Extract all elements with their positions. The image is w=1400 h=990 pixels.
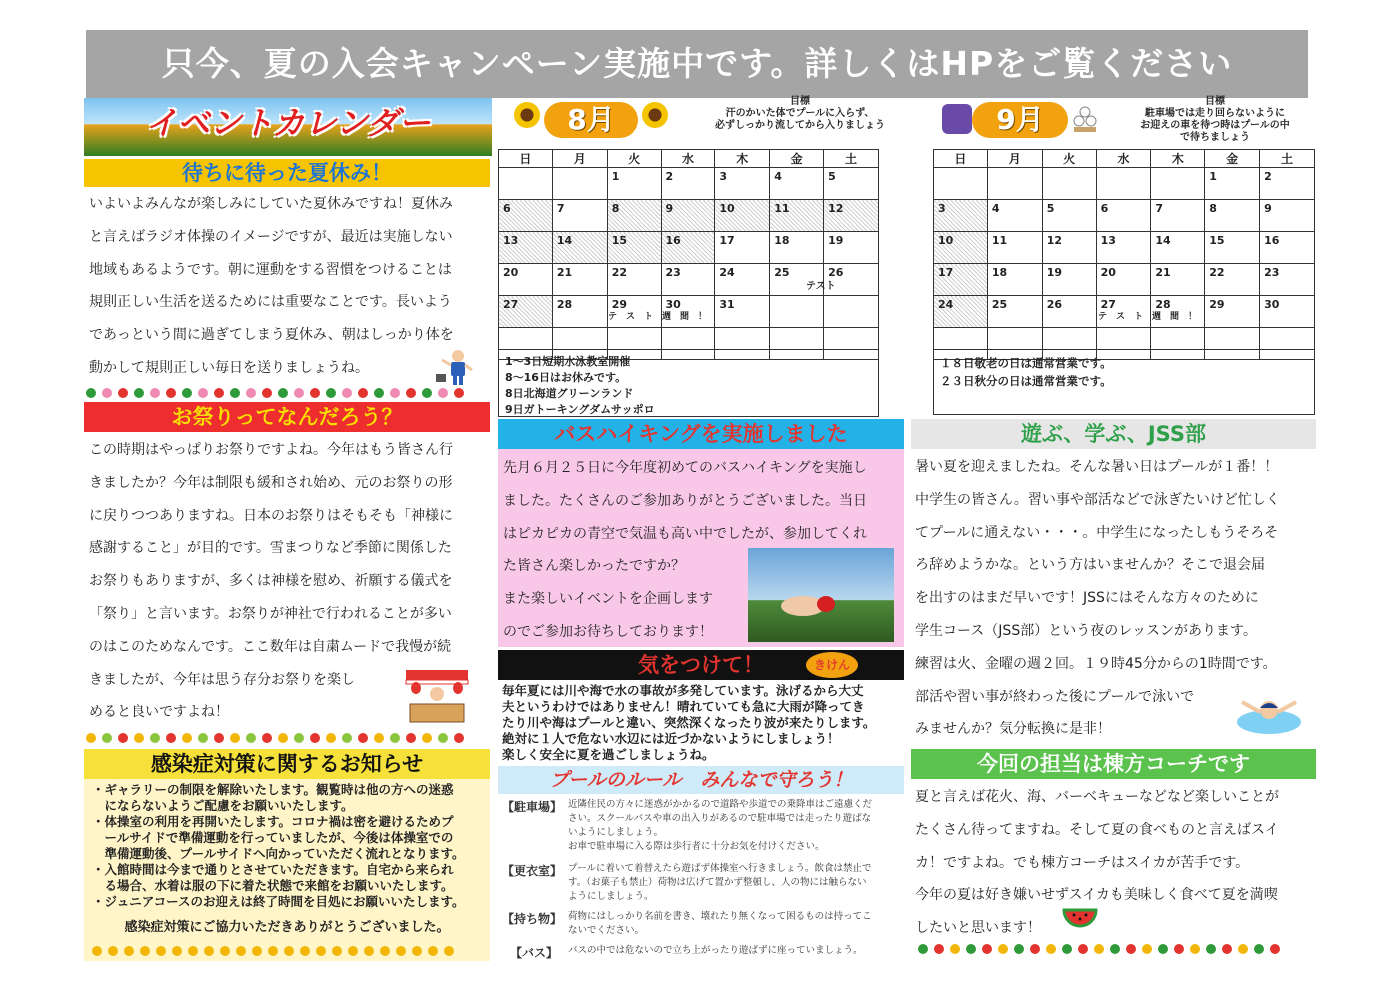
calendar-day: 25 [987,296,1042,328]
september-badge: 9月 [972,102,1068,138]
september-goal-label: 目標 [1205,96,1225,107]
festival-line: お祭りもありますが、多くは神様を慰め、祈願する儀式を [89,573,453,590]
calendar-day: 5 [824,168,879,200]
festival-line: 感謝すること」が目的です。雪まつりなど季節に関係した [89,540,452,557]
event-calendar-title [84,98,492,156]
jss-line: 学生コース（JSS部）という夜のレッスンがあります。 [915,622,1257,639]
weekday-header: 日 [934,150,988,168]
calendar-day [552,168,607,200]
event-calendar-title-text: イベントカレンダー [145,104,431,142]
calendar-day-closed: 10 [934,232,988,264]
bus-line: また楽しいイベントを企画します [503,591,713,608]
calendar-day: 16 [1260,232,1315,264]
calendar-day [987,168,1042,200]
august-badge: 8月 [544,102,638,138]
infection-body [92,782,488,910]
august-goal-line: 汗のかいた体でプールに入らず、 [725,108,875,119]
rule-line: す。（お菓子も禁止）荷物は広げて置かず整頓し、人の物には触らない [568,877,867,888]
weekday-header: 木 [1151,150,1205,168]
calendar-day: 30 [1260,296,1315,328]
festival-line: この時期はやっぱりお祭りですよね。今年はもう皆さん行 [89,442,453,458]
calendar-day-closed: 10 [715,200,770,232]
jss-title: 遊ぶ、学ぶ、JSS部 [911,419,1316,449]
calendar-day-closed: 16 [661,232,715,264]
calendar-day: 23 [1260,264,1315,296]
calendar-day: 4 [770,168,824,200]
september-goal-line: 駐車場では走り回らないように [1145,108,1285,119]
calendar-day: 26 [824,264,879,296]
september-goal [1120,96,1310,144]
calendar-day: 19 [1042,264,1096,296]
august-note: 9日ガトーキングダムサッポロ [505,403,655,416]
summer-line: 地域もあるようです。朝に運動をする習慣をつけることは [89,261,452,278]
weekday-header: 月 [987,150,1042,168]
calendar-day: 17 [715,232,770,264]
august-test-label: テスト [806,281,836,292]
weekday-header: 月 [552,150,607,168]
calendar-week-row [499,232,879,264]
jss-line: 練習は火、金曜の週２回。１９時45分からの1時間です。 [915,655,1277,672]
festival-line: のはこのためなんです。ここ数年は自粛ムードで我慢が続 [89,638,452,655]
september-goal-line: で待ちましょう [1180,132,1250,143]
calendar-day [1042,168,1096,200]
coach-body [915,781,1315,945]
calendar-day: 11 [987,232,1042,264]
calendar-day [499,168,553,200]
rule-key: 【持ち物】 [502,912,563,926]
infection-title: 感染症対策に関するお知らせ [84,749,490,779]
calendar-day-closed: 8 [607,200,661,232]
sunflower-decoration-row [92,945,488,959]
calendar-day: 29 [1205,296,1260,328]
calendar-week-row [499,168,879,200]
caution-line: 絶対に１人で危ない水辺には近づかないようにしましょう！ [502,731,840,746]
caution-title: 気をつけて！ [498,650,904,680]
pool-rules-list [502,798,902,964]
calendar-day: 23 [661,264,715,296]
rule-line: バスの中では危ないので立ち上がったり遊ばずに座っていましょう。 [568,945,863,956]
weekday-header: 日 [499,150,553,168]
weekday-header: 木 [715,150,770,168]
calendar-day: 27 [1096,296,1151,328]
calendar-day: 3 [715,168,770,200]
calendar-day: 1 [1205,168,1260,200]
sunflower-icon [642,102,668,132]
calendar-day: 18 [770,232,824,264]
summer-title: 待ちに待った夏休み！ [84,159,490,187]
festival-line: きましたが、今年は思う存分お祭りを楽し [89,671,355,688]
calendar-day-closed: 27 [499,296,553,328]
calendar-day: 2 [661,168,715,200]
calendar-day [1151,168,1205,200]
bus-line: た皆さん楽しかったですか？ [503,558,685,575]
weekday-header: 火 [1042,150,1096,168]
september-notes [933,349,1315,415]
calendar-day: 4 [987,200,1042,232]
weekday-header: 水 [661,150,715,168]
calendar-day: 5 [1042,200,1096,232]
calendar-day: 29 [607,296,661,328]
august-test-week: テ ス ト 週 間 ！ [608,312,708,322]
radio-exercise-illustration [434,348,474,386]
calendar-week-row [934,264,1315,296]
rule-line: お車で駐車場に入る際は歩行者に十分お気を付けください。 [568,841,825,852]
rule-line: 荷物にはしっかり名前を書き、壊れたり無くなって困るものは持ってこ [568,911,872,922]
weekday-header-row [934,150,1315,168]
infection-line: 準備運動後、プールサイドへ向かっていただく流れとなります。 [92,846,465,861]
jss-line: を出すのはまだ早いです！JSSにはそんな方々のために [915,590,1259,607]
watermelon-icon [1062,906,1098,936]
rule-line: さい。スクールバスや車の出入りがあるので駐車場では走ったり遊ばな [568,813,872,824]
jss-line: 中学生の皆さん。習い事や部活などで泳ぎたいけど忙しく [915,491,1280,508]
festival-line: 「祭り」と言います。お祭りが神社で行われることが多い [89,605,452,622]
calendar-day: 6 [1096,200,1151,232]
weekday-header: 火 [607,150,661,168]
caution-line: 毎年夏には川や海で水の事故が多発しています。泳げるから大丈 [502,683,864,698]
calendar-day: 15 [1205,232,1260,264]
watermelon-decoration-row [86,387,490,401]
calendar-day-closed: 15 [607,232,661,264]
august-note: 8～16日はお休みです。 [505,371,627,384]
summer-line: と言えばラジオ体操のイメージですが、最近は実施しない [89,228,453,245]
bus-line: のでご参加お待ちしております！ [503,623,713,640]
campaign-banner: 只今、夏の入会キャンペーン実施中です。詳しくはHPをご覧ください [86,30,1308,98]
summer-line: 規則正しい生活を送るためには重要なことです。長いよう [89,294,452,311]
august-note: 8日北海道グリーンランド [505,387,634,400]
summer-body [89,188,489,385]
bus-hiking-title: バスハイキングを実施しました [498,419,904,449]
festival-line: めると良いですよね！ [89,704,229,721]
calendar-day: 9 [1260,200,1315,232]
strawberry-photo [748,548,894,642]
infection-line: にならないようご配慮をお願いいたします。 [92,798,354,813]
jss-line: 部活や習い事が終わった後にプールで泳いで [915,688,1195,705]
festival-stall-illustration [402,668,472,724]
summer-line: 動かして規則正しい毎日を送りましょうね。 [89,359,369,376]
rule-item [502,862,902,904]
rule-line: ようにしましょう。 [568,891,654,902]
bus-line: はピカピカの青空で気温も高い中でしたが、参加してくれ [503,525,867,542]
rule-item [502,798,902,854]
calendar-day-closed: 12 [824,200,879,232]
weekday-header-row [499,150,879,168]
calendar-day: 20 [499,264,553,296]
weekday-header: 金 [1205,150,1260,168]
calendar-week-row [934,168,1315,200]
calendar-day-closed: 17 [934,264,988,296]
festival-line: きましたか？今年は制限も緩和され始め、元のお祭りの形 [89,474,453,491]
calendar-day [1096,168,1151,200]
calendar-day: 1 [607,168,661,200]
festival-line: に戻りつつありますね。日本のお祭りはそもそも「神様に [89,507,453,524]
calendar-day [824,296,879,328]
infection-line: ・体操室の利用を再開いたします。コロナ禍は密を避けるためプ [92,814,454,829]
august-goal-label: 目標 [790,96,810,107]
rule-line: いようにしましょう。 [568,827,664,838]
coach-line: カ！ですよね。でも棟方コーチはスイカが苦手です。 [915,854,1250,871]
calendar-day-closed: 13 [499,232,553,264]
calendar-day [934,168,988,200]
calendar-day-closed: 24 [934,296,988,328]
calendar-day: 14 [1151,232,1205,264]
infection-line: ールサイドで準備運動を行っていましたが、今後は体操室での [92,830,454,845]
august-goal [700,96,900,132]
jss-line: てプールに通えない・・・。中学生になったしもうそろそ [915,524,1279,541]
coach-line: 今年の夏は好き嫌いせずスイカも美味しく食べて夏を満喫 [915,887,1278,904]
rule-line: プールに着いて着替えたら遊ばず体操室へ行きましょう。飲食は禁止で [568,863,872,874]
calendar-day: 21 [552,264,607,296]
calendar-day: 12 [1042,232,1096,264]
bus-line: 先月６月２５日に今年度初めてのバスハイキングを実施し [503,460,867,476]
september-calendar [933,149,1315,360]
jss-line: 暑い夏を迎えましたね。そんな暑い日はプールが１番！！ [915,459,1279,475]
weekday-header: 土 [1260,150,1315,168]
calendar-day-closed: 14 [552,232,607,264]
calendar-day-closed: 3 [934,200,988,232]
august-goal-line: 必ずしっかり流してから入りましょう [715,120,885,131]
coach-title: 今回の担当は棟方コーチです [911,749,1316,779]
calendar-day: 25 [770,264,824,296]
calendar-day: 28 [552,296,607,328]
rule-key: 【更衣室】 [502,864,563,878]
calendar-day: 30 [661,296,715,328]
infection-line: ・ギャラリーの制限を解除いたします。観覧時は他の方への迷惑 [92,782,454,797]
coach-line: したいと思います！ [915,920,1041,937]
pool-rules-title: プールのルール みんなで守ろう！ [498,766,904,794]
coach-line: 夏と言えば花火、海、バーベキューなどなど楽しいことが [915,789,1279,805]
calendar-day: 20 [1096,264,1151,296]
calendar-day: 22 [607,264,661,296]
jss-line: ろ辞めようかな。という方はいませんか？そこで退会届 [915,557,1265,574]
coach-line: たくさん待ってますね。そして夏の食べものと言えばスイ [915,821,1279,838]
weekday-header: 金 [770,150,824,168]
summer-line: いよいよみんなが楽しみにしていた夏休みですね！夏休み [89,196,453,212]
calendar-day-closed: 6 [499,200,553,232]
caution-line: たり川や海はプールと違い、突然深くなったり波が来たりします。 [502,715,876,730]
calendar-day-closed: 9 [661,200,715,232]
jss-line: みませんか？気分転換に是非！ [915,721,1111,738]
infection-line: ・ジュニアコースのお迎えは終了時間を目処にお願いいたします。 [92,894,465,909]
august-calendar [498,149,879,360]
september-note: ２３日秋分の日は通常営業です。 [940,374,1112,388]
dango-icon [1070,104,1100,134]
september-goal-line: お迎えの車を待つ時はプールの中 [1140,120,1290,131]
rule-line: 近隣住民の方々に迷惑がかかるので道路や歩道での乗降車はご遠慮くだ [568,799,873,810]
august-note: 1～3日短期水泳教室開催 [505,355,631,368]
infection-line: ・入館時間は今まで通りとさせていただきます。自宅から来られ [92,862,454,877]
calendar-day: 24 [715,264,770,296]
rule-item [502,910,902,938]
calendar-day: 28 [1151,296,1205,328]
rule-key: 【駐車場】 [502,800,563,814]
rule-item [502,944,902,958]
calendar-day: 8 [1205,200,1260,232]
summer-line: であっという間に過ぎてしまう夏休み、朝はしっかり体を [89,327,454,344]
calendar-day: 7 [1151,200,1205,232]
caution-line: 夫というわけではありません！晴れていても急に大雨が降ってき [502,699,865,714]
weekday-header: 水 [1096,150,1151,168]
moon-viewing-icon [942,104,972,134]
calendar-day: 2 [1260,168,1315,200]
september-test-week: テ ス ト 週 間 ！ [1098,312,1198,322]
calendar-week-row [934,232,1315,264]
calendar-day: 21 [1151,264,1205,296]
festival-title: お祭りってなんだろう？ [84,402,490,432]
danger-badge: きけん [806,652,858,678]
calendar-day-closed: 11 [770,200,824,232]
calendar-week-row [499,200,879,232]
calendar-day: 18 [987,264,1042,296]
caution-body [502,683,902,763]
september-note: １８日敬老の日は通常営業です。 [940,356,1112,370]
bus-line: ました。たくさんのご参加ありがとうございました。当日 [503,492,867,509]
weekday-header: 土 [824,150,879,168]
infection-line: る場合、水着は服の下に着た状態で来館をお願いいたします。 [92,878,454,893]
calendar-day: 13 [1096,232,1151,264]
august-notes [498,349,879,417]
infection-thanks: 感染症対策にご協力いただきありがとうございました。 [124,920,450,935]
calendar-day [770,296,824,328]
beach-decoration-row [918,943,1314,957]
calendar-week-row [934,200,1315,232]
calendar-day: 26 [1042,296,1096,328]
calendar-day: 22 [1205,264,1260,296]
calendar-day: 31 [715,296,770,328]
caution-line: 楽しく安全に夏を過ごしましょうね。 [502,747,715,762]
rule-line: ないでください。 [568,925,645,936]
sunflower-icon [514,102,540,132]
swimmer-illustration [1236,690,1302,736]
calendar-day: 19 [824,232,879,264]
festival-decoration-row [86,732,490,746]
rule-key: 【バス】 [510,946,559,960]
calendar-day: 7 [552,200,607,232]
